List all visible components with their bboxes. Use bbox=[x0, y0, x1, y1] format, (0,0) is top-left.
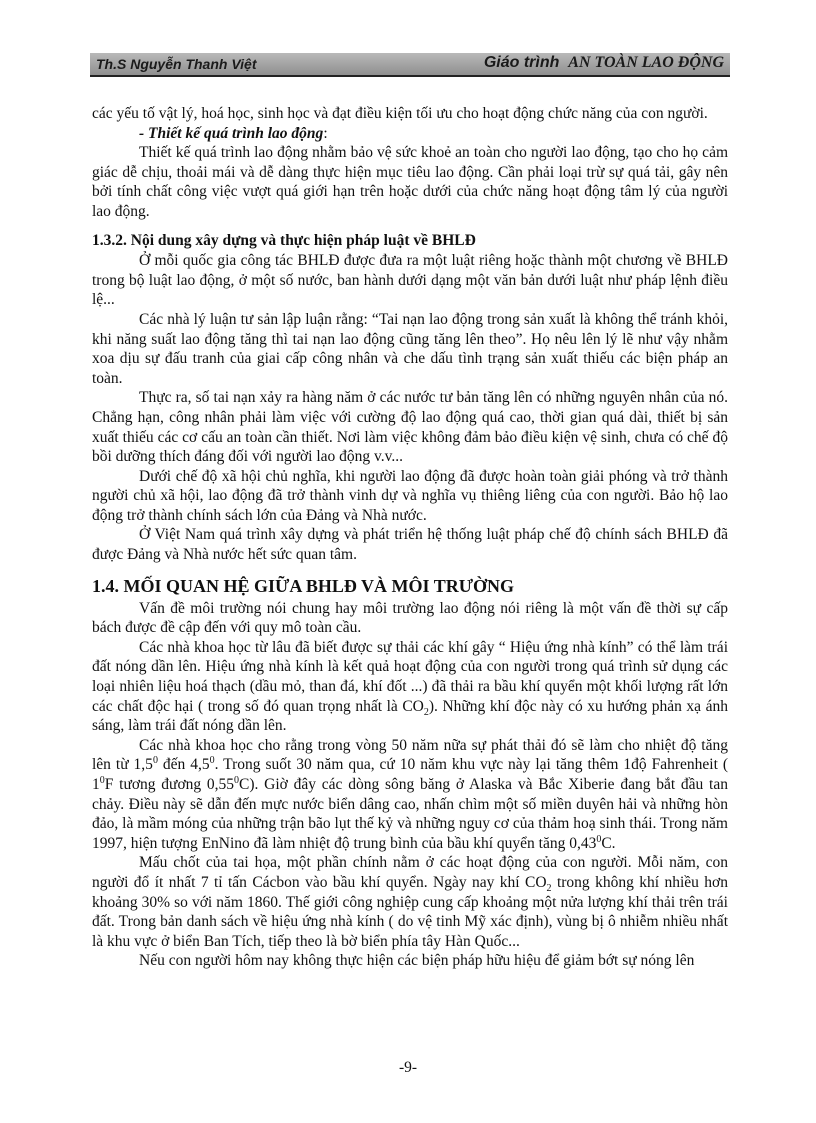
section-heading-1-3-2: 1.3.2. Nội dung xây dựng và thực hiện pháp luật về BHLĐ bbox=[92, 231, 476, 249]
header-book-title bbox=[484, 54, 724, 72]
paragraph: Ở mỗi quốc gia công tác BHLĐ được đưa ra một luật riêng hoặc thành một chương về BHLĐ trong bộ luật lao động, ở một số nước, ban hành dưới dạng một văn bản dưới luật như pháp lệnh điều lệ... bbox=[92, 252, 728, 309]
paragraph: Các nhà lý luận tư sản lập luận rằng: “Tai nạn lao động trong sản xuất là không thể tránh khỏi, khi năng suất lao động tăng thì tai nạn lao động cũng tăng lên theo”. Họ nêu lên lý lẽ như vậy nhằm xoa dịu sự đấu tranh của giai cấp công nhân và che dấu tình trạng sản xuất thiếu các biện pháp an toàn. bbox=[92, 310, 728, 387]
page-body bbox=[92, 104, 728, 971]
subsection-title: - Thiết kế quá trình lao động: bbox=[139, 124, 328, 142]
paragraph: Ở Việt Nam quá trình xây dựng và phát triển hệ thống luật pháp chế độ chính sách BHLĐ đã được Đảng và Nhà nước hết sức quan tâm. bbox=[92, 526, 728, 564]
page-header bbox=[90, 53, 730, 77]
paragraph: Nếu con người hôm nay không thực hiện các biện pháp hữu hiệu để giảm bớt sự nóng lên bbox=[139, 952, 695, 970]
paragraph: các yếu tố vật lý, hoá học, sinh học và đạt điều kiện tối ưu cho hoạt động chức năng của con người. bbox=[92, 105, 708, 122]
page-number: -9- bbox=[398, 1059, 418, 1076]
paragraph: Thực ra, số tai nạn xảy ra hàng năm ở các nước tư bản tăng lên có những nguyên nhân của nó. Chẳng hạn, công nhân phải làm việc với cường độ lao động quá cao, thời gian quá dài, thiết bị sản xuất thiếu các cơ cấu an toàn cần thiết. Nơi làm việc không đảm bảo điều kiện vệ sinh, chưa có chế độ bồi dưỡng thích đáng đối với người lao động v.v... bbox=[92, 389, 728, 466]
header-book-title-text: AN TOÀN LAO ĐỘNG bbox=[568, 54, 724, 71]
paragraph: Thiết kế quá trình lao động nhằm bảo vệ sức khoẻ an toàn cho người lao động, tạo cho họ cảm giác dễ chịu, thoải mái và dễ dàng thực hiện mục tiêu lao động. Cần phải loại trừ sự quá tải, gây nên bởi tính chất công việc vượt quá giới hạn trên hoặc dưới của chức năng hoạt động tâm lý của người lao động. bbox=[92, 144, 728, 220]
paragraph: Các nhà khoa học cho rằng trong vòng 50 năm nữa sự phát thải đó sẽ làm cho nhiệt độ tăng lên từ $1,5^0$ đến $4,5^0$. Trong suốt 30 năm qua, cứ 10 năm khu vực này lại tăng thêm 1độ Fahrenheit ( $1^0F$ tương đương 0,55$^0$C). Giờ đây các dòng sông băng ở Alaska và Bắc Xiberie đang bắt đầu tan chảy. Điều này sẽ dẫn đến mực nước biển dâng cao, nhấn chìm một số miền duyên hải và những hòn đảo, là mầm móng của những trận bão lụt thế kỷ và những nguy cơ của thảm hoạ sinh thái. Trong năm 1997, hiện tượng EnNino đã làm nhiệt độ trung bình của bầu khí quyển tăng 0,43$^0$C. bbox=[92, 736, 729, 852]
paragraph: Vấn đề môi trường nói chung hay môi trường lao động nói riêng là một vấn đề thời sự cấp bách được đề cập đến với quy mô toàn cầu. bbox=[92, 599, 728, 637]
subsection-label: - Thiết kế quá trình lao động bbox=[139, 124, 324, 142]
paragraph: Các nhà khoa học từ lâu đã biết được sự thải các khí gây “ Hiệu ứng nhà kính” có thể làm trái đất nóng dần lên. Hiệu ứng nhà kính là kết quả hoạt động của con người trong quá trình sử dụng các loại nhiên liệu hoá thạch (dầu mỏ, than đá, khí đốt ...) đã thải ra bầu khí quyển một khối lượng rất lớn các chất độc hại ( trong số đó quan trọng nhất là $CO_2$). Những khí độc này có xu hướng phản xạ ánh sáng, làm trái đất nóng dần lên. bbox=[92, 638, 728, 735]
paragraph: Mấu chốt của tai họa, một phần chính nằm ở các hoạt động của con người. Mỗi năm, con người đổ ít nhất 7 tỉ tấn Cácbon vào bầu khí quyển. Ngày nay khí $CO_2$ trong không khí nhiều hơn khoảng 30% so với năm 1860. Thế giới công nghiệp cung cấp khoảng một nửa lượng khí thải trên trái đất. Trong bản danh sách về hiệu ứng nhà kính ( do vệ tinh Mỹ xác định), vùng bị ô nhiễm nhiều nhất là khu vực ở biển Ban Tích, tiếp theo là bờ biển phía tây Hàn Quốc... bbox=[92, 854, 728, 950]
section-heading-1-4: 1.4. MỐI QUAN HỆ GIỮA BHLĐ VÀ MÔI TRƯỜNG bbox=[92, 575, 515, 596]
header-book-prefix: Giáo trình bbox=[483, 54, 560, 71]
header-author: Th.S Nguyễn Thanh Việt bbox=[96, 56, 257, 72]
paragraph: Dưới chế độ xã hội chủ nghĩa, khi người lao động đã được hoàn toàn giải phóng và trở thành người chủ xã hội, lao động đã trở thành vinh dự và nghĩa vụ thiêng liêng của con người. Bảo hộ lao động trở thành chính sách lớn của Đảng và Nhà nước. bbox=[92, 467, 728, 524]
